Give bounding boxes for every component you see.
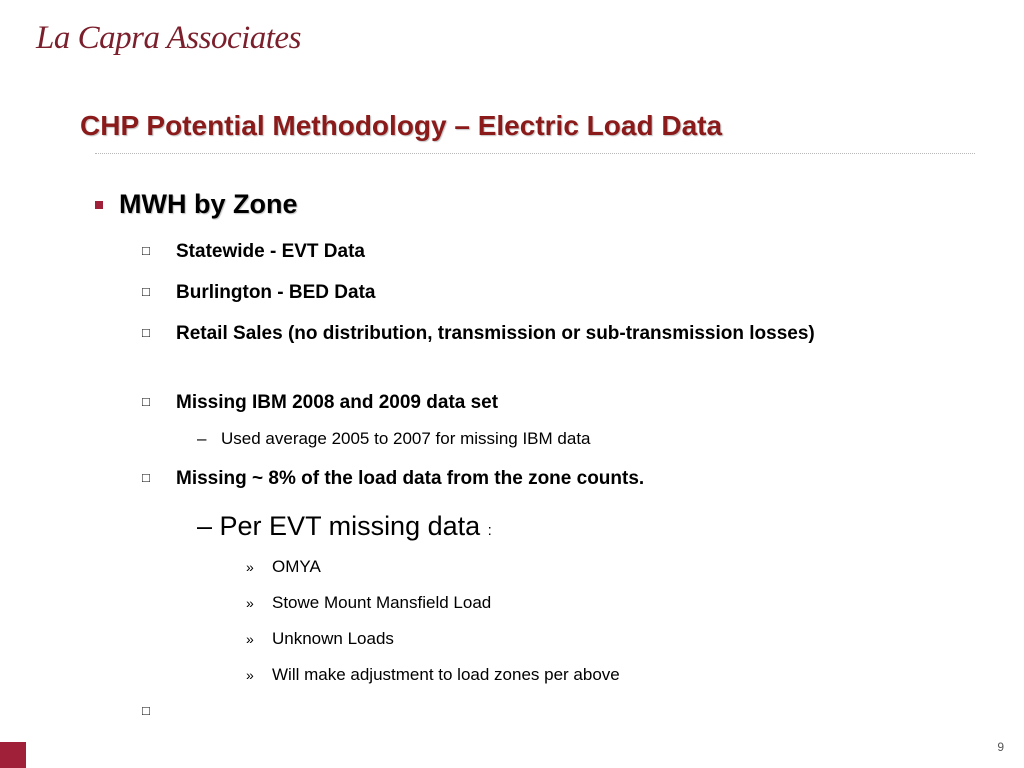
evt-list-item-text: OMYA: [272, 557, 321, 576]
company-logo: La Capra Associates: [36, 20, 301, 56]
hollow-square-bullet-icon: □: [142, 703, 150, 718]
level1-bullet: [95, 189, 297, 220]
double-chevron-icon: »: [246, 667, 254, 683]
slide-title: CHP Potential Methodology – Electric Load Data: [80, 110, 723, 141]
hollow-square-bullet-icon: □: [142, 470, 150, 485]
double-chevron-icon: »: [246, 595, 254, 611]
title-divider: [95, 153, 975, 154]
sub-item-text: Used average 2005 to 2007 for missing IBM data: [221, 429, 591, 448]
list-item-text: Statewide - EVT Data: [176, 241, 365, 262]
square-bullet-icon: [95, 201, 103, 209]
page-number: 9: [997, 740, 1004, 754]
double-chevron-icon: »: [246, 631, 254, 647]
double-chevron-icon: »: [246, 559, 254, 575]
list-item-text: Burlington - BED Data: [176, 282, 376, 303]
corner-accent: [0, 742, 26, 768]
hollow-square-bullet-icon: □: [142, 394, 150, 409]
evt-colon: :: [487, 522, 492, 539]
list-item-text: Missing IBM 2008 and 2009 data set: [176, 392, 499, 413]
evt-list-item-text: Will make adjustment to load zones per above: [272, 665, 620, 684]
hollow-square-bullet-icon: □: [142, 243, 150, 258]
list-item-text: Retail Sales (no distribution, transmission or sub-transmission losses): [176, 323, 815, 344]
level1-text: MWH by Zone: [119, 189, 298, 219]
dash-bullet-icon: –: [197, 429, 207, 448]
hollow-square-bullet-icon: □: [142, 284, 150, 299]
evt-list-item-text: Stowe Mount Mansfield Load: [272, 593, 492, 612]
evt-heading-text: Per EVT missing data: [219, 511, 481, 541]
hollow-square-bullet-icon: □: [142, 325, 150, 340]
evt-heading: [197, 511, 492, 542]
evt-list-item-text: Unknown Loads: [272, 629, 394, 648]
dash-bullet-icon: –: [197, 511, 220, 541]
list-item-text: Missing ~ 8% of the load data from the zone counts.: [176, 468, 645, 489]
